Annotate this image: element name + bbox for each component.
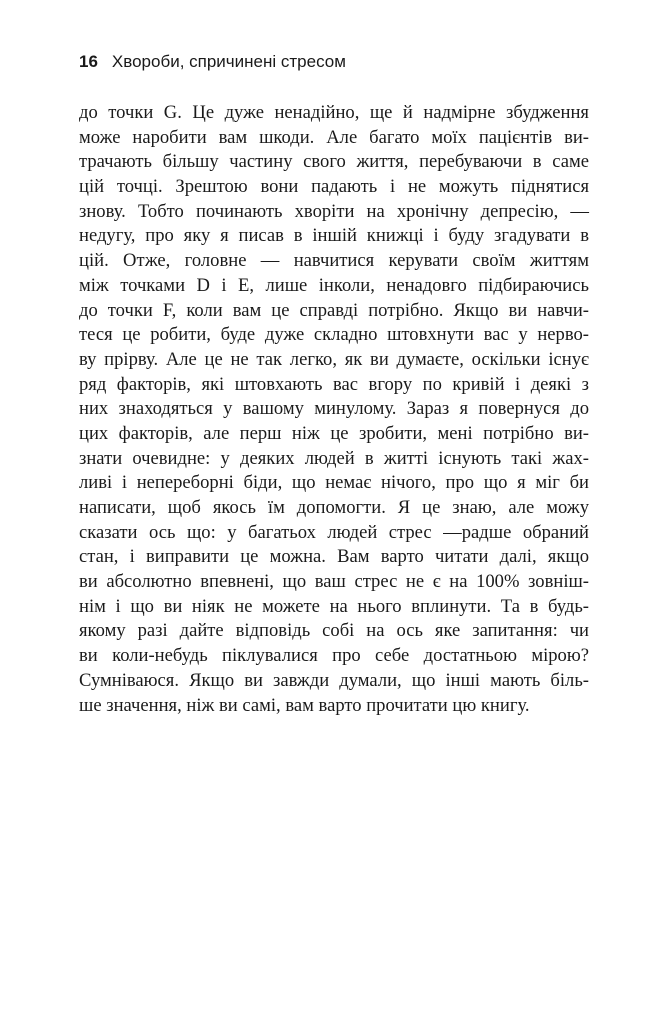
text-line: ву прірву. Але це не так легко, як ви думаєте, оскільки існує <box>79 348 589 370</box>
text-line: якому разі дайте відповідь собі на ось яке запитання: чи <box>79 620 589 642</box>
text-line: до точки G. Це дуже ненадійно, ще й надмірне збудження <box>79 102 589 123</box>
text-line: ливі і непереборні біди, що немає нічого, про що я міг би <box>79 472 589 494</box>
text-line: може наробити вам шкоди. Але багато моїх пацієнтів ви- <box>79 126 589 148</box>
text-line: ше значення, ніж ви самі, вам варто прочитати цю книгу. <box>79 694 530 716</box>
text-line: ви коли-небудь піклувалися про себе достатньою мірою? <box>79 645 589 667</box>
text-line: до точки F, коли вам це справді потрібно. Якщо ви навчи- <box>79 299 589 321</box>
text-line: нім і що ви ніяк не можете на нього вплинути. Та в будь- <box>79 595 589 617</box>
text-line: між точками D і E, лише інколи, ненадовго підбираючись <box>79 274 589 296</box>
running-header <box>79 51 346 73</box>
text-line: цих факторів, але перш ніж це зробити, мені потрібно ви- <box>79 422 589 444</box>
text-line: цій точці. Зрештою вони падають і не можуть піднятися <box>79 176 589 198</box>
text-line: Сумніваюся. Якщо ви завжди думали, що інші мають біль- <box>79 669 589 691</box>
text-line: написати, щоб якось їм допомогти. Я це знаю, але можу <box>79 497 589 518</box>
text-line: знати очевидне: у деяких людей в житті існують такі жах- <box>79 447 589 469</box>
text-line: цій. Отже, головне — навчитися керувати своїм життям <box>79 250 589 272</box>
text-line: трачають більшу частину свого життя, перебуваючи в саме <box>79 151 589 173</box>
text-line: сказати ось що: у багатьох людей стрес —радше обраний <box>79 521 589 543</box>
text-line: ряд факторів, які штовхають вас вгору по кривій і деякі з <box>79 373 589 395</box>
text-line: знову. Тобто починають хворіти на хронічну депресію, — <box>79 200 589 222</box>
text-line: недугу, про яку я писав в іншій книжці і буду згадувати в <box>79 225 589 247</box>
text-line: теся це робити, буде дуже складно штовхнути вас у нерво- <box>79 324 589 346</box>
body-paragraph <box>79 101 589 718</box>
text-line: ви абсолютно впевнені, що ваш стрес не є на 100% зовніш- <box>79 571 589 593</box>
text-line: них знаходяться у вашому минулому. Зараз я повернуся до <box>79 398 589 420</box>
text-line: стан, і виправити це можна. Вам варто читати далі, якщо <box>79 546 589 568</box>
page-number: 16 <box>79 52 98 71</box>
chapter-title: Хвороби, спричинені стресом <box>111 52 346 71</box>
